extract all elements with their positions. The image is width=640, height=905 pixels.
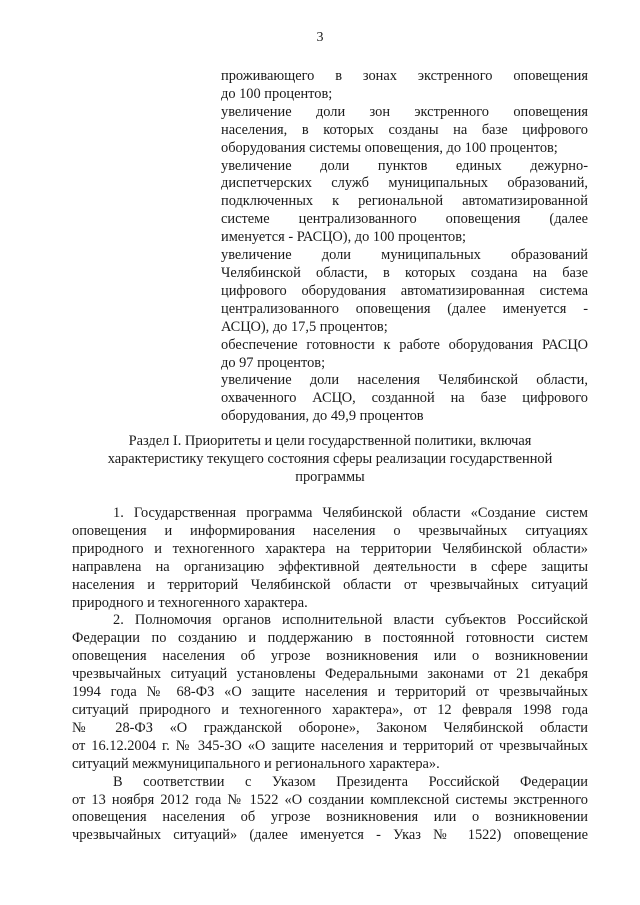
body-line: 1. Государственная программа Челябинской области «Создание систем — [113, 505, 588, 521]
body-text — [72, 505, 588, 845]
body-line: ситуаций межмуниципального и регионального характера». — [72, 755, 440, 772]
list-line: АСЦО), до 17,5 процентов; — [221, 318, 388, 335]
list-line: увеличение доли муниципальных образований — [221, 247, 588, 264]
list-line: цифрового оборудования автоматизированная система — [221, 282, 588, 299]
list-line: населения, в которых созданы на базе цифрового — [221, 121, 588, 138]
list-line: системе централизованного оповещения (далее — [221, 211, 588, 228]
body-line: чрезвычайных ситуаций» (далее именуется - Указ № 1522) оповещение — [72, 827, 588, 844]
body-line: природного и техногенного характера. — [72, 594, 308, 611]
body-line: 1994 года № 68-ФЗ «О защите населения и территорий от чрезвычайных — [72, 684, 588, 701]
list-line: увеличение доли населения Челябинской области, — [221, 372, 588, 389]
body-line: 2. Полномочия органов исполнительной власти субъектов Российской — [113, 612, 588, 629]
section-heading-line: характеристику текущего состояния сферы реализации государственной — [107, 451, 553, 467]
section-heading-line: программы — [295, 469, 365, 485]
section-heading — [70, 432, 590, 486]
list-line: увеличение доли пунктов единых дежурно- — [221, 157, 588, 174]
body-line: природного и техногенного характера на территории Челябинской области» — [72, 540, 588, 557]
body-line: оповещения и информирования населения о чрезвычайных ситуациях — [72, 522, 588, 539]
body-line: № 28-ФЗ «О гражданской обороне», Законом Челябинской области — [72, 719, 588, 736]
body-line: направлена на организацию эффективной деятельности в сфере защиты — [72, 558, 588, 575]
section-heading-line: Раздел I. Приоритеты и цели государственной политики, включая — [128, 433, 532, 449]
list-line: проживающего в зонах экстренного оповещения — [221, 68, 588, 84]
body-line: от 16.12.2004 г. № 345-ЗО «О защите населения и территорий от чрезвычайных — [72, 737, 588, 754]
body-line: чрезвычайных ситуаций установлены Федеральными законами от 21 декабря — [72, 666, 588, 683]
page-number: 3 — [316, 30, 324, 45]
body-line: В соответствии с Указом Президента Российской Федерации — [113, 773, 588, 790]
body-line: ситуаций природного и техногенного характера», от 12 февраля 1998 года — [72, 701, 588, 718]
list-line: оборудования, до 49,9 процентов — [221, 408, 424, 425]
list-line: увеличение доли зон экстренного оповещения — [221, 103, 588, 120]
list-line: подключенных к региональной автоматизированной — [221, 193, 588, 210]
body-line: Федерации по созданию и поддержанию в постоянной готовности систем — [72, 630, 588, 647]
list-line: до 97 процентов; — [221, 354, 326, 371]
list-line: оборудования системы оповещения, до 100 процентов; — [221, 139, 558, 156]
list-line: Челябинской области, в которых создана на базе — [221, 264, 588, 281]
body-line: от 13 ноября 2012 года № 1522 «О создании комплексной системы экстренного — [72, 791, 588, 808]
list-line: до 100 процентов; — [221, 85, 333, 102]
target-indicators-list — [221, 68, 588, 426]
list-line: диспетчерских служб муниципальных образований, — [221, 175, 588, 192]
list-line: обеспечение готовности к работе оборудования РАСЦО — [221, 336, 588, 353]
body-line: оповещения населения об угрозе возникновения или о возникновении — [72, 809, 588, 826]
body-line: оповещения населения об угрозе возникновения или о возникновении — [72, 648, 588, 665]
list-line: централизованного оповещения (далее именуется - — [221, 300, 588, 317]
list-line: именуется - РАСЦО), до 100 процентов; — [221, 229, 467, 246]
list-line: охваченного АСЦО, созданной на базе цифрового — [221, 390, 588, 407]
body-line: населения и территорий Челябинской области от чрезвычайных ситуаций — [72, 576, 588, 593]
